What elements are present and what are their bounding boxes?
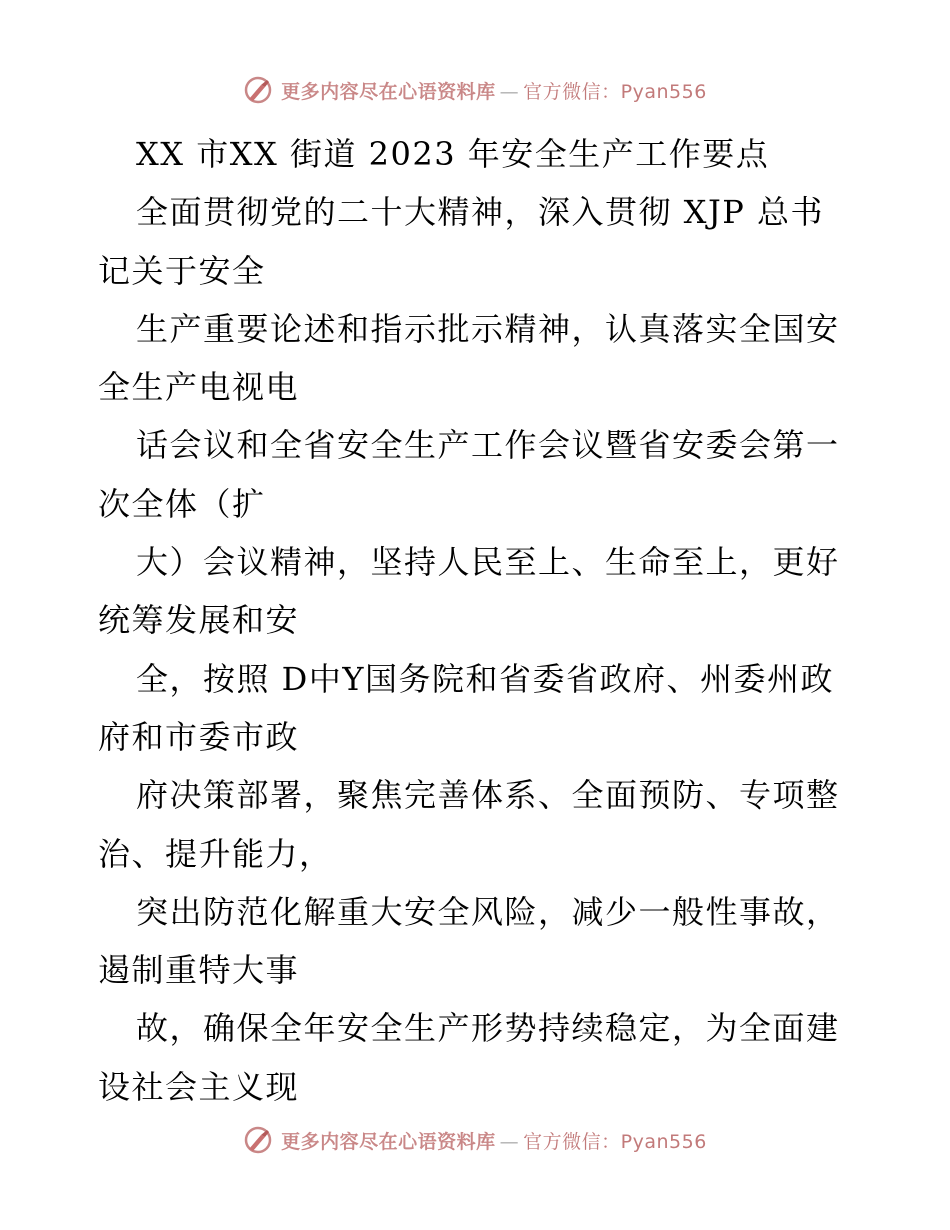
watermark-label: 更多内容尽在心语资料库 — [281, 1130, 496, 1153]
document-line: 全面贯彻党的二十大精神，深入贯彻 XJP 总书 — [136, 193, 824, 232]
document-line: 府决策部署，聚焦完善体系、全面预防、专项整 — [136, 776, 840, 815]
document-line: 突出防范化解重大安全风险，减少一般性事故， — [136, 892, 840, 931]
watermark-text — [281, 77, 707, 104]
document-line: 治、提升能力， — [98, 834, 333, 873]
watermark-label: 更多内容尽在心语资料库 — [281, 80, 496, 103]
document-line: 遏制重特大事 — [98, 951, 300, 990]
pen-logo-icon — [243, 75, 273, 105]
document-line: 大）会议精神，坚持人民至上、生命至上，更好 — [136, 543, 840, 582]
document-line: 设社会主义现 — [98, 1067, 300, 1106]
watermark-separator: — — [499, 80, 520, 103]
watermark-footer — [0, 1120, 950, 1160]
document-line: 次全体（扩 — [98, 484, 266, 523]
watermark-separator: — — [499, 1130, 520, 1153]
document-line: 府和市委市政 — [98, 717, 300, 756]
document-line: 话会议和全省安全生产工作会议暨省安委会第一 — [136, 426, 840, 465]
watermark-contact: 官方微信：Pyan556 — [523, 1130, 707, 1153]
pen-logo-icon — [243, 1125, 273, 1155]
document-line: 全，按照 D中Y国务院和省委省政府、州委州政 — [136, 659, 834, 698]
watermark-text — [281, 1127, 707, 1154]
document-body — [98, 125, 858, 1116]
document-line: 生产重要论述和指示批示精神，认真落实全国安 — [136, 309, 840, 348]
watermark-header — [0, 70, 950, 110]
document-title: XX 市XX 街道 2023 年安全生产工作要点 — [136, 135, 770, 173]
document-line: 记关于安全 — [98, 251, 266, 290]
watermark-contact: 官方微信：Pyan556 — [523, 80, 707, 103]
document-line: 故，确保全年安全生产形势持续稳定，为全面建 — [136, 1009, 840, 1048]
document-line: 统筹发展和安 — [98, 601, 300, 640]
document-line: 全生产电视电 — [98, 368, 300, 407]
